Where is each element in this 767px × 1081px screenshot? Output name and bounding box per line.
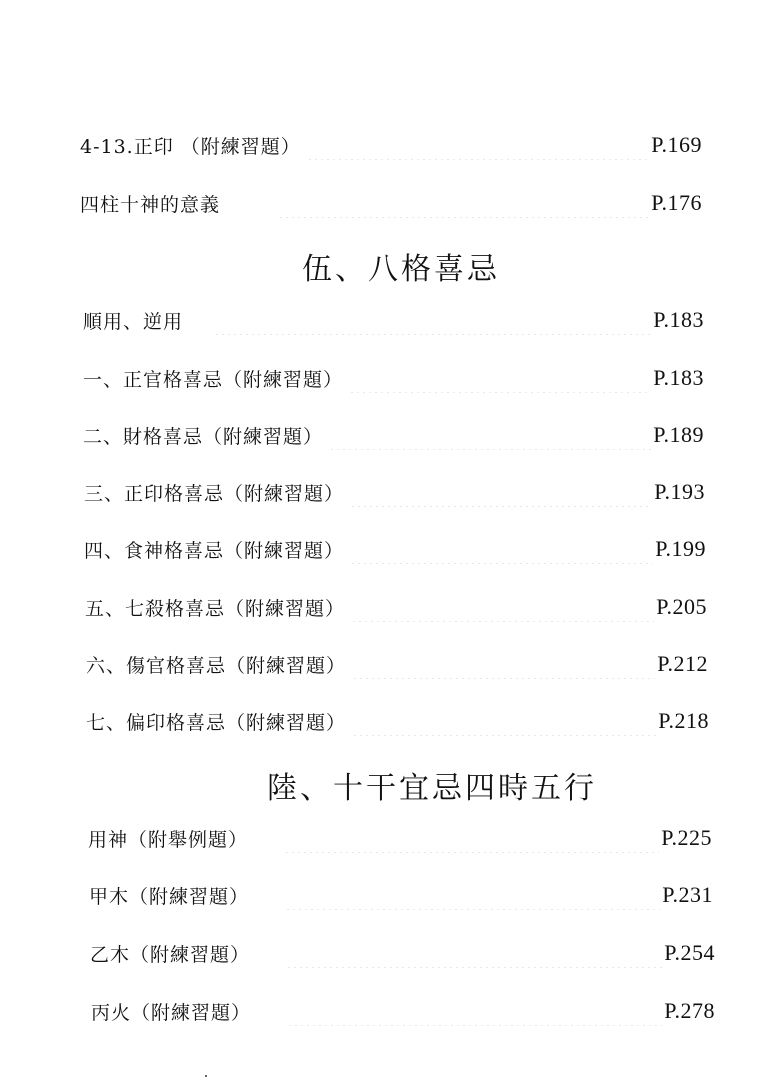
dot-leader (307, 130, 649, 160)
toc-entry-label: 三、正印格喜忌（附練習題） (84, 482, 345, 505)
dot-leader (286, 938, 662, 968)
toc-entry[interactable] (89, 880, 713, 910)
dot-leader (284, 823, 659, 853)
toc-entry[interactable] (85, 592, 707, 622)
toc-entry[interactable] (80, 188, 702, 218)
toc-entry-page: P.183 (653, 365, 704, 390)
section-heading: 陸、十干宜忌四時五行 (267, 771, 597, 806)
toc-entry-label: 丙火（附練習題） (91, 1001, 252, 1024)
toc-entry[interactable] (84, 477, 705, 507)
dot-leader (352, 649, 655, 679)
toc-entry-label: 順用、逆用 (83, 310, 184, 333)
toc-entry[interactable] (83, 420, 704, 450)
toc-entry-page: P.189 (653, 422, 704, 447)
toc-entry-label: 六、傷官格喜忌（附練習題） (86, 654, 347, 677)
toc-entry-label: 四柱十神的意義 (80, 193, 221, 216)
toc-entry[interactable] (86, 649, 708, 679)
toc-entry-page: P.176 (651, 190, 702, 215)
toc-entry[interactable] (83, 363, 704, 393)
dot-leader (349, 363, 651, 393)
toc-entry[interactable] (90, 938, 715, 968)
toc-entry-label: 甲木（附練習題） (89, 885, 250, 908)
toc-entry[interactable] (88, 823, 712, 853)
toc-entry-label: 七、偏印格喜忌（附練習題） (86, 711, 347, 734)
scan-speck (205, 1075, 207, 1077)
toc-entry-page: P.193 (654, 479, 705, 504)
toc-entry[interactable] (91, 996, 715, 1026)
toc-entry-label: 四、食神格喜忌（附練習題） (84, 539, 345, 562)
toc-entry-label: 4-13.正印 （附練習題） (80, 135, 301, 158)
toc-entry-label: 一、正官格喜忌（附練習題） (83, 368, 344, 391)
toc-entry-page: P.169 (651, 132, 702, 157)
dot-leader (329, 420, 651, 450)
dot-leader (350, 534, 653, 564)
dot-leader (287, 996, 662, 1026)
dot-leader (350, 477, 652, 507)
toc-entry-page: P.231 (662, 882, 713, 907)
toc-entry-label: 用神（附舉例題） (88, 828, 249, 851)
toc-entry-page: P.212 (657, 651, 708, 676)
toc-entry-page: P.225 (661, 825, 712, 850)
toc-entry-label: 五、七殺格喜忌（附練習題） (85, 597, 346, 620)
dot-leader (352, 706, 656, 736)
toc-entry-page: P.183 (653, 307, 704, 332)
toc-entry-label: 乙木（附練習題） (90, 943, 251, 966)
toc-entry-page: P.278 (664, 998, 715, 1023)
section-heading: 伍、八格喜忌 (302, 252, 500, 287)
dot-leader (214, 305, 651, 335)
toc-entry[interactable] (83, 305, 704, 335)
toc-entry-page: P.218 (658, 708, 709, 733)
toc-entry-page: P.254 (664, 940, 715, 965)
dot-leader (285, 880, 660, 910)
dot-leader (351, 592, 654, 622)
toc-entry-page: P.199 (655, 536, 706, 561)
toc-entry-page: P.205 (656, 594, 707, 619)
dot-leader (278, 188, 649, 218)
toc-entry[interactable] (86, 706, 709, 736)
toc-entry[interactable] (80, 130, 702, 160)
toc-entry[interactable] (84, 534, 706, 564)
toc-entry-label: 二、財格喜忌（附練習題） (83, 425, 324, 448)
